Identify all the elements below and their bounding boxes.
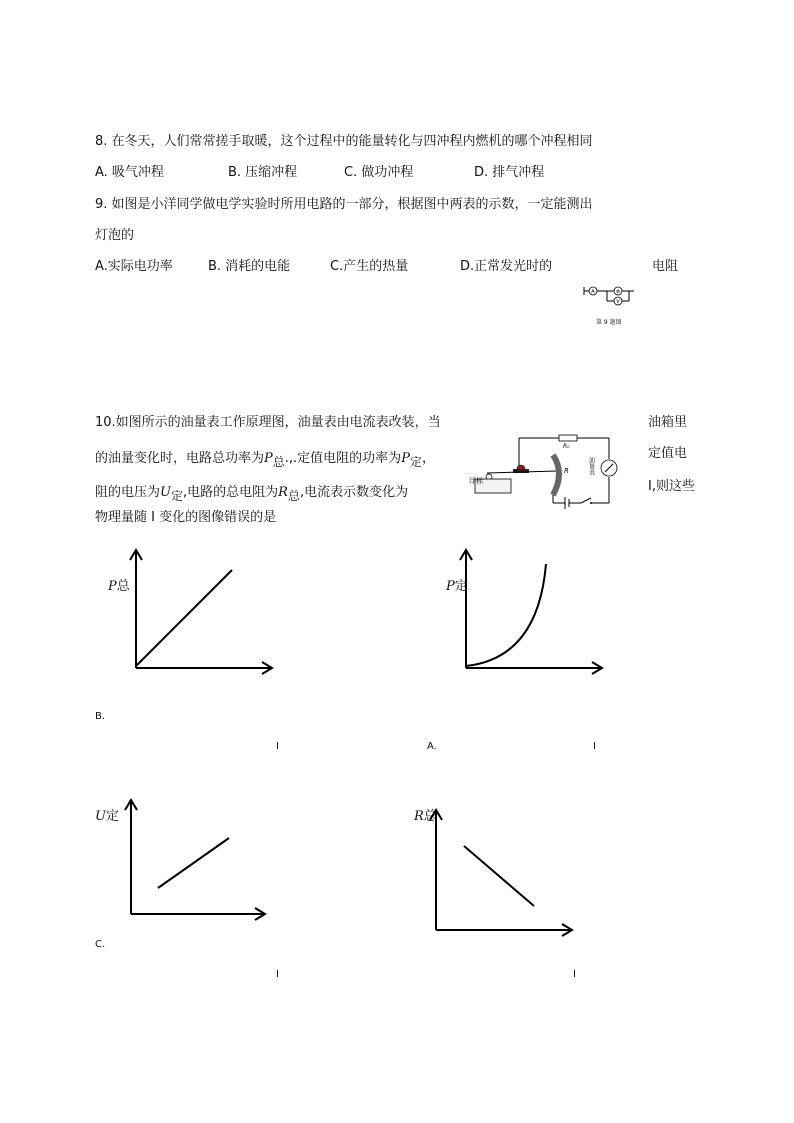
q9-tail: 电阻: [652, 259, 679, 274]
graph2-xlabel: I: [593, 741, 596, 752]
graph1-series-line: [136, 570, 232, 666]
q10-sym-p: P: [264, 451, 273, 466]
q9-option-b: B. 消耗的电能: [208, 259, 291, 274]
float-label: 浮标: [469, 477, 483, 485]
q9-option-d: D.正常发光时的: [460, 259, 553, 274]
lamp-label: ⊗: [615, 289, 621, 295]
q8-option-c: C. 做功冲程: [344, 165, 414, 180]
q10-sub-fixed: 定: [409, 455, 422, 469]
graph2-ylabel-sym: P: [446, 579, 455, 594]
graph1-xlabel: I: [276, 741, 279, 752]
q9-stem-line2: 灯泡的: [95, 228, 135, 243]
graph2-option-label: A.: [427, 741, 437, 752]
q9-option-c: C.产生的热量: [330, 259, 409, 274]
graph3-ylabel-sym: U: [95, 809, 106, 824]
graph4-ylabel-sym: R: [414, 809, 424, 824]
graph2-ylabel-sub: 定: [454, 579, 468, 594]
q10-line3: [95, 484, 408, 505]
q10-line2-right: 定值电: [648, 446, 688, 461]
q10-sub-total: 总: [272, 455, 285, 469]
q10-line3-a: 阻的电压为: [95, 485, 161, 500]
q10-line3-b: 电路的总电阻为: [187, 485, 279, 500]
graph1-option-label: B.: [95, 711, 106, 722]
q10-line1-right: 油箱里: [648, 415, 688, 430]
graph4-plot: [420, 800, 580, 940]
q10-line3-right: I,则这些: [648, 479, 695, 494]
q10-sym-r: R: [278, 485, 288, 500]
variable-resistor-icon: [553, 455, 559, 495]
q9-option-a: A.实际电功率: [95, 259, 173, 274]
graph1-ylabel-sub: 总: [116, 579, 130, 594]
graph4-xlabel: I: [573, 969, 576, 980]
q8-stem: 8. 在冬天，人们常常搓手取暖，这个过程中的能量转化与四冲程内燃机的哪个冲程相同: [95, 134, 593, 149]
q10-comma3a: ,: [183, 485, 188, 500]
q10-line2-b: .定值电阻的功率为: [293, 451, 402, 466]
graph3-ylabel-sub: 定: [105, 809, 119, 824]
graph3-xlabel: I: [276, 969, 279, 980]
q10-line1: 10.如图所示的油量表工作原理图，油量表由电流表改装，当: [95, 415, 441, 430]
graph1-plot: [120, 540, 280, 680]
r0-resistor-icon: [559, 435, 577, 441]
q8-option-a: A. 吸气冲程: [95, 165, 164, 180]
graph4-series-line: [464, 846, 534, 906]
oil-gauge-label: 油量表: [587, 457, 595, 475]
voltmeter-label: V: [616, 299, 620, 305]
q10-line2-a: 的油量变化时，电路总功率为: [95, 451, 265, 466]
graph3-plot: [115, 790, 275, 930]
q10-line2: [95, 450, 435, 471]
ammeter-label: A: [591, 289, 595, 295]
q10-comma3b: ,: [299, 485, 305, 500]
q10-line3-c: 电流表示数变化为: [304, 485, 409, 500]
q10-oil-gauge-figure: [467, 433, 635, 511]
graph3-series-line: [158, 838, 229, 888]
graph4-ylabel-sub: 总: [423, 809, 437, 824]
graph2-series-curve: [466, 564, 546, 666]
q10-sym-p2: P: [401, 451, 410, 466]
q10-sub-total2: 总: [287, 489, 300, 503]
graph1-ylabel-sym: P: [108, 579, 117, 594]
r0-label: R₀: [563, 443, 570, 450]
graph3-option-label: C.: [95, 939, 106, 950]
r-label: R: [564, 467, 569, 475]
q9-circuit-figure: [580, 283, 640, 313]
q10-comma-total: .,: [284, 451, 294, 466]
q10-sym-u: U: [160, 485, 171, 500]
graph2-plot: [450, 540, 610, 680]
q10-comma-fixed: ，: [421, 451, 435, 466]
q9-fig-caption: 第 9 题图: [596, 319, 622, 326]
q10-line4: 物理量随 I 变化的图像错误的是: [95, 510, 277, 525]
q10-sub-fixed2: 定: [170, 489, 183, 503]
q8-option-b: B. 压缩冲程: [228, 165, 298, 180]
q8-option-d: D. 排气冲程: [474, 165, 545, 180]
q9-stem-line1: 9. 如图是小洋同学做电学实验时所用电路的一部分，根据图中两表的示数，一定能测出: [95, 197, 593, 212]
